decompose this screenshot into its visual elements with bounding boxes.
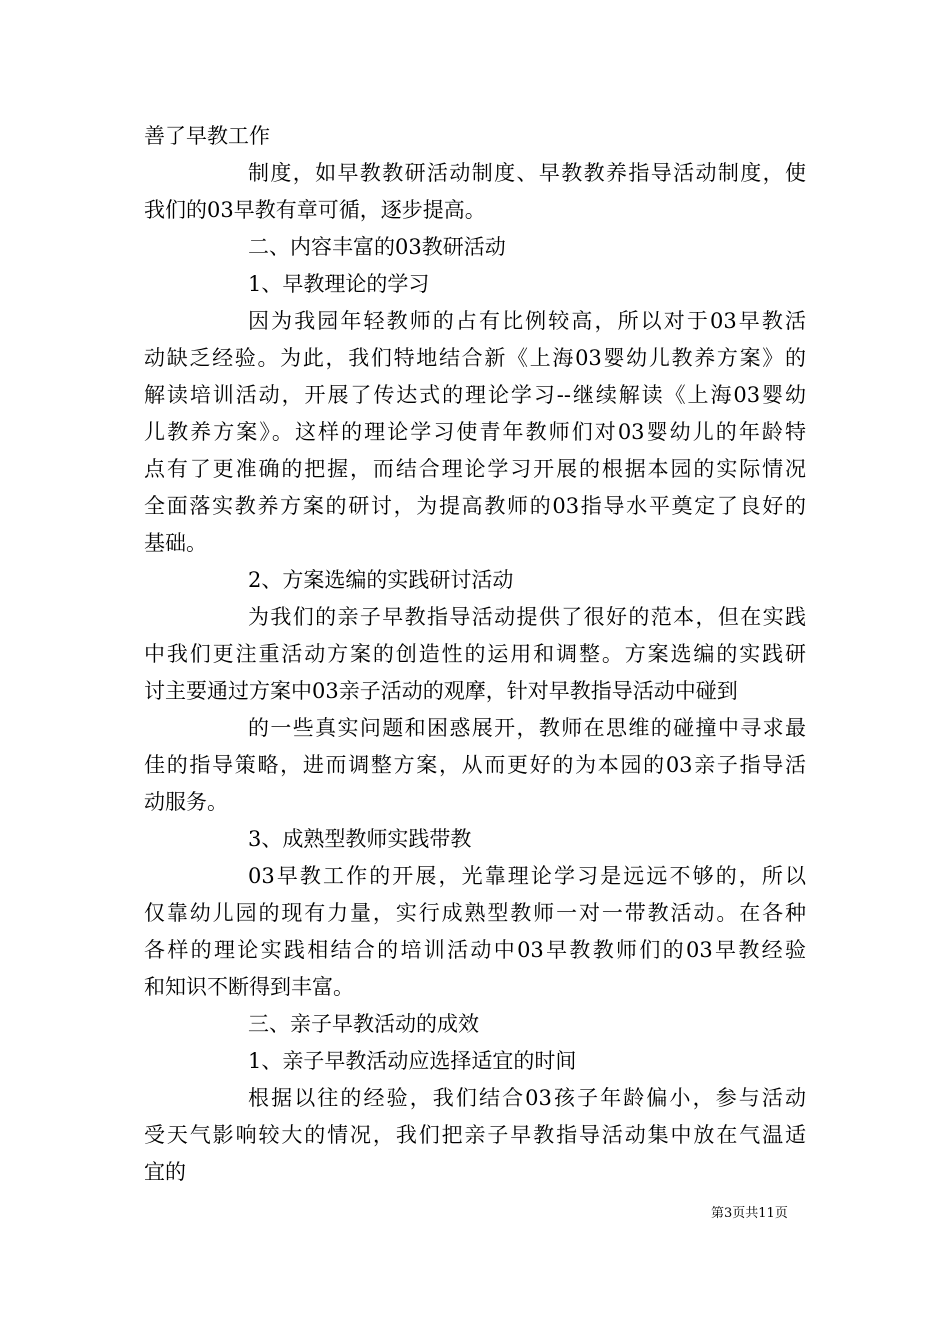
text-line: 仅靠幼儿园的现有力量，实行成熟型教师一对一带教活动。在各种 xyxy=(144,901,806,925)
text-line: 因为我园年轻教师的占有比例较高，所以对于03早教活 xyxy=(248,309,806,333)
text-line: 中我们更注重活动方案的创造性的运用和调整。方案选编的实践研 xyxy=(144,642,806,666)
text-line: 各样的理论实践相结合的培训活动中03早教教师们的03早教经验 xyxy=(144,938,806,962)
text-line: 的一些真实问题和困惑展开，教师在思维的碰撞中寻求最 xyxy=(248,716,806,740)
text-line: 我们的03早教有章可循，逐步提高。 xyxy=(144,198,486,222)
page-number: 第3页共11页 xyxy=(711,1206,788,1221)
text-line: 动服务。 xyxy=(144,790,228,814)
text-line: 为我们的亲子早教指导活动提供了很好的范本，但在实践 xyxy=(248,605,806,629)
subsection-heading: 1、早教理论的学习 xyxy=(248,272,430,296)
text-line: 基础。 xyxy=(144,531,207,555)
text-line: 佳的指导策略，进而调整方案，从而更好的为本园的03亲子指导活 xyxy=(144,753,806,777)
text-line: 儿教养方案》。这样的理论学习使青年教师们对03婴幼儿的年龄特 xyxy=(144,420,806,444)
text-line: 解读培训活动，开展了传达式的理论学习--继续解读《上海03婴幼 xyxy=(144,383,806,407)
text-line: 讨主要通过方案中03亲子活动的观摩，针对早教指导活动中碰到 xyxy=(144,679,738,703)
text-line: 动缺乏经验。为此，我们特地结合新《上海03婴幼儿教养方案》的 xyxy=(144,346,806,370)
text-line: 宜的 xyxy=(144,1160,186,1184)
text-line: 点有了更准确的把握，而结合理论学习开展的根据本园的实际情况 xyxy=(144,457,806,481)
text-line: 03早教工作的开展，光靠理论学习是远远不够的，所以 xyxy=(248,864,806,888)
text-line: 制度，如早教教研活动制度、早教教养指导活动制度，使 xyxy=(248,161,806,185)
text-line: 受天气影响较大的情况，我们把亲子早教指导活动集中放在气温适 xyxy=(144,1123,806,1147)
subsection-heading: 3、成熟型教师实践带教 xyxy=(248,827,472,851)
text-line: 根据以往的经验，我们结合03孩子年龄偏小，参与活动 xyxy=(248,1086,806,1110)
text-line: 和知识不断得到丰富。 xyxy=(144,975,354,999)
subsection-heading: 1、亲子早教活动应选择适宜的时间 xyxy=(248,1049,577,1073)
text-line: 全面落实教养方案的研讨，为提高教师的03指导水平奠定了良好的 xyxy=(144,494,806,518)
subsection-heading: 2、方案选编的实践研讨活动 xyxy=(248,568,514,592)
section-heading: 三、亲子早教活动的成效 xyxy=(248,1012,479,1036)
text-line: 善了早教工作 xyxy=(144,124,270,148)
section-heading: 二、内容丰富的03教研活动 xyxy=(248,235,506,259)
